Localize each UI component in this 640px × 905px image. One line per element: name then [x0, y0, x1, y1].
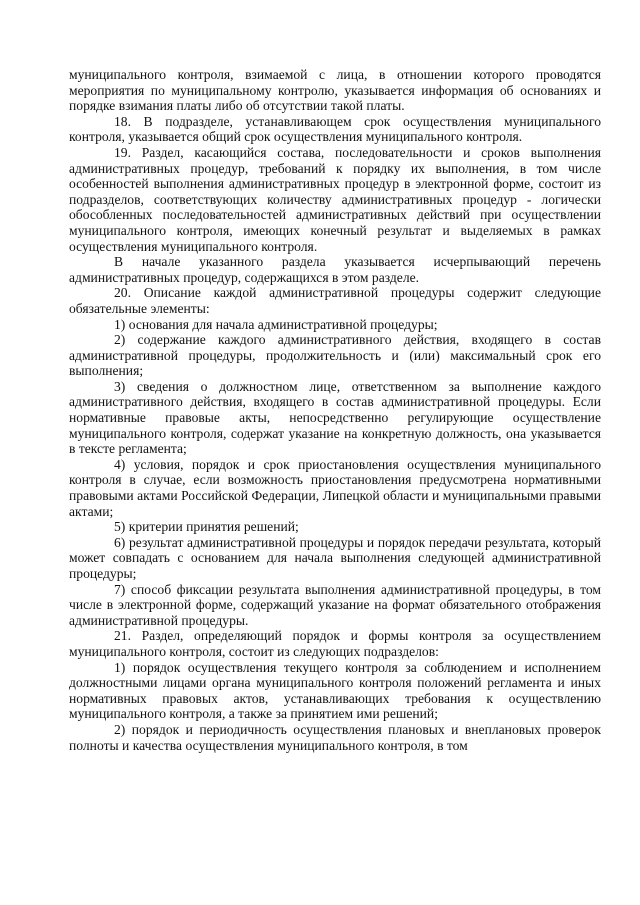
paragraph-20: 20. Описание каждой административной процедуры содержит следующие обязательные элементы:	[69, 285, 601, 316]
list-item-20-5: 5) критерии принятия решений;	[114, 519, 299, 535]
list-item-21-1: 1) порядок осуществления текущего контроля за соблюдением и исполнением должностными лицами органа муниципального контроля положений регламента и иных нормативных правовых актов, устанавливающих требования к осуществлению муниципального контроля, а также за принятием ими решений;	[69, 659, 601, 722]
paragraph-19-list-intro: В начале указанного раздела указывается исчерпывающий перечень административных процедур, содержащихся в этом разделе.	[69, 254, 601, 285]
list-item-20-6: 6) результат административной процедуры и порядок передачи результата, который может совпадать с основанием для начала выполнения следующей административной процедуры;	[69, 534, 601, 581]
document-page	[69, 67, 601, 753]
list-item-20-7: 7) способ фиксации результата выполнения административной процедуры, в том числе в электронной форме, содержащий указание на формат обязательного отображения административной процедуры.	[69, 581, 601, 628]
paragraph-continuation: муниципального контроля, взимаемой с лица, в отношении которого проводятся мероприятия по муниципальному контролю, указывается информация об основаниях и порядке взимания платы либо об отсутствии такой платы.	[69, 67, 601, 114]
list-item-20-4: 4) условия, порядок и срок приостановления осуществления муниципального контроля в случае, если возможность приостановления предусмотрена нормативными правовыми актами Российской Федерации, Липецкой области и муниципальными правыми актами;	[69, 456, 601, 519]
list-item-21-2: 2) порядок и периодичность осуществления плановых и внеплановых проверок полноты и качества осуществления муниципального контроля, в том	[69, 721, 601, 753]
paragraph-19: 19. Раздел, касающийся состава, последовательности и сроков выполнения административных процедур, требований к порядку их выполнения, в том числе особенностей выполнения административных процедур в электронной форме, состоит из подразделов, соответствующих количеству административных процедур - логически обособленных последовательностей административных действий при осуществлении муниципального контроля, имеющих конечный результат и выделяемых в рамках осуществления муниципального контроля.	[69, 144, 601, 254]
paragraph-18: 18. В подразделе, устанавливающем срок осуществления муниципального контроля, указывается общий срок осуществления муниципального контроля.	[69, 113, 601, 145]
list-item-20-2: 2) содержание каждого административного действия, входящего в состав административной процедуры, продолжительность и (или) максимальный срок его выполнения;	[69, 332, 601, 379]
paragraph-21: 21. Раздел, определяющий порядок и формы контроля за осуществлением муниципального контроля, состоит из следующих подразделов:	[69, 628, 601, 659]
list-item-20-3: 3) сведения о должностном лице, ответственном за выполнение каждого административного действия, входящего в состав административной процедуры. Если нормативные правовые акты, непосредственно регулирующие осуществление муниципального контроля, содержат указание на конкретную должность, она указывается в тексте регламента;	[69, 378, 601, 457]
list-item-20-1: 1) основания для начала административной процедуры;	[114, 316, 438, 332]
